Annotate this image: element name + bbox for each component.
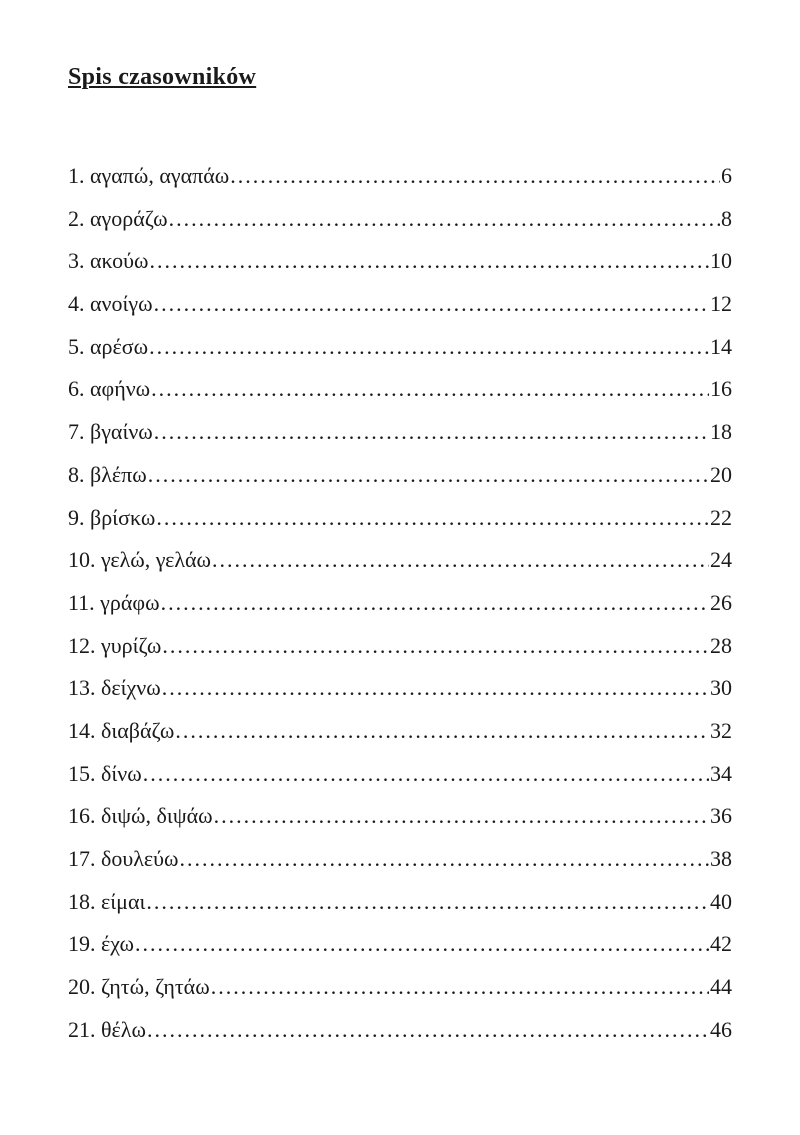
toc-entry-label: 7. βγαίνω xyxy=(68,419,153,445)
toc-entry-label: 6. αφήνω xyxy=(68,376,151,402)
toc-page-number: 14 xyxy=(710,333,732,359)
toc-entry-label: 19. έχω xyxy=(68,931,134,957)
toc-page-number: 44 xyxy=(710,974,732,1000)
toc-dot-leader xyxy=(211,966,709,1009)
toc-dot-leader xyxy=(230,155,720,198)
toc-dot-leader xyxy=(162,667,709,710)
toc-page-number: 10 xyxy=(710,248,732,274)
page-title: Spis czasowników xyxy=(68,64,257,90)
toc-entry[interactable] xyxy=(68,155,732,198)
toc-dot-leader xyxy=(148,454,709,497)
toc-entry-label: 21. θέλω xyxy=(68,1016,146,1042)
toc-entry[interactable] xyxy=(68,838,732,881)
toc-entry[interactable] xyxy=(68,923,732,966)
toc-entry[interactable] xyxy=(68,326,732,369)
toc-entry-label: 3. ακούω xyxy=(68,248,149,274)
toc-entry[interactable] xyxy=(68,497,732,540)
toc-entry-label: 12. γυρίζω xyxy=(68,632,162,658)
toc-entry-label: 17. δουλεύω xyxy=(68,846,179,871)
toc-entry[interactable] xyxy=(68,283,732,326)
toc-dot-leader xyxy=(150,240,709,283)
toc-dot-leader xyxy=(154,283,709,326)
toc-dot-leader xyxy=(162,625,709,668)
toc-page-number: 6 xyxy=(721,163,732,188)
toc-page-number: 40 xyxy=(710,888,732,914)
toc-dot-leader xyxy=(175,710,709,753)
toc-entry-label: 4. ανοίγω xyxy=(68,291,153,317)
toc-page-number: 46 xyxy=(710,1016,732,1042)
toc-page-number: 34 xyxy=(710,760,732,786)
toc-entry[interactable] xyxy=(68,795,732,838)
toc-entry[interactable] xyxy=(68,539,732,582)
toc-list xyxy=(68,155,732,1051)
toc-page-number: 12 xyxy=(710,291,732,317)
toc-dot-leader xyxy=(147,1009,709,1052)
toc-entry-label: 2. αγοράζω xyxy=(68,205,168,231)
toc-page-number: 32 xyxy=(710,717,732,743)
toc-entry[interactable] xyxy=(68,198,732,241)
toc-page-number: 18 xyxy=(710,419,732,445)
toc-entry[interactable] xyxy=(68,667,732,710)
toc-page-number: 42 xyxy=(710,931,732,957)
toc-dot-leader xyxy=(214,795,709,838)
toc-page-number: 16 xyxy=(710,376,732,402)
toc-entry[interactable] xyxy=(68,582,732,625)
toc-entry-label: 5. αρέσω xyxy=(68,333,149,359)
toc-dot-leader xyxy=(169,198,720,241)
toc-entry[interactable] xyxy=(68,1009,732,1052)
toc-page-number: 38 xyxy=(710,846,732,871)
toc-entry[interactable] xyxy=(68,454,732,497)
toc-entry-label: 15. δίνω xyxy=(68,760,142,786)
toc-dot-leader xyxy=(156,497,709,540)
toc-page-number: 36 xyxy=(710,803,732,829)
toc-entry[interactable] xyxy=(68,881,732,924)
toc-page-number: 30 xyxy=(710,675,732,701)
toc-dot-leader xyxy=(161,582,709,625)
toc-dot-leader xyxy=(151,368,709,411)
toc-dot-leader xyxy=(135,923,709,966)
toc-page-number: 24 xyxy=(710,547,732,573)
toc-entry-label: 9. βρίσκω xyxy=(68,504,156,530)
toc-entry-label: 14. διαβάζω xyxy=(68,717,175,743)
toc-entry-label: 11. γράφω xyxy=(68,589,160,615)
toc-entry-label: 1. αγαπώ, αγαπάω xyxy=(68,163,230,188)
toc-dot-leader xyxy=(154,411,709,454)
toc-page-number: 8 xyxy=(721,205,732,231)
toc-entry-label: 20. ζητώ, ζητάω xyxy=(68,974,210,1000)
toc-entry[interactable] xyxy=(68,710,732,753)
toc-entry[interactable] xyxy=(68,753,732,796)
toc-entry[interactable] xyxy=(68,411,732,454)
toc-dot-leader xyxy=(212,539,709,582)
toc-entry[interactable] xyxy=(68,240,732,283)
toc-dot-leader xyxy=(143,753,709,796)
toc-entry-label: 10. γελώ, γελάω xyxy=(68,547,211,573)
toc-entry-label: 18. είμαι xyxy=(68,888,146,914)
toc-entry-label: 13. δείχνω xyxy=(68,675,161,701)
toc-page-number: 26 xyxy=(710,589,732,615)
toc-dot-leader xyxy=(146,881,709,924)
toc-dot-leader xyxy=(180,838,709,881)
toc-page-number: 22 xyxy=(710,504,732,530)
toc-page-number: 28 xyxy=(710,632,732,658)
toc-dot-leader xyxy=(149,326,709,369)
toc-entry-label: 8. βλέπω xyxy=(68,461,147,487)
toc-entry-label: 16. διψώ, διψάω xyxy=(68,803,213,829)
toc-entry[interactable] xyxy=(68,625,732,668)
toc-entry[interactable] xyxy=(68,966,732,1009)
toc-entry[interactable] xyxy=(68,368,732,411)
toc-page-number: 20 xyxy=(710,461,732,487)
